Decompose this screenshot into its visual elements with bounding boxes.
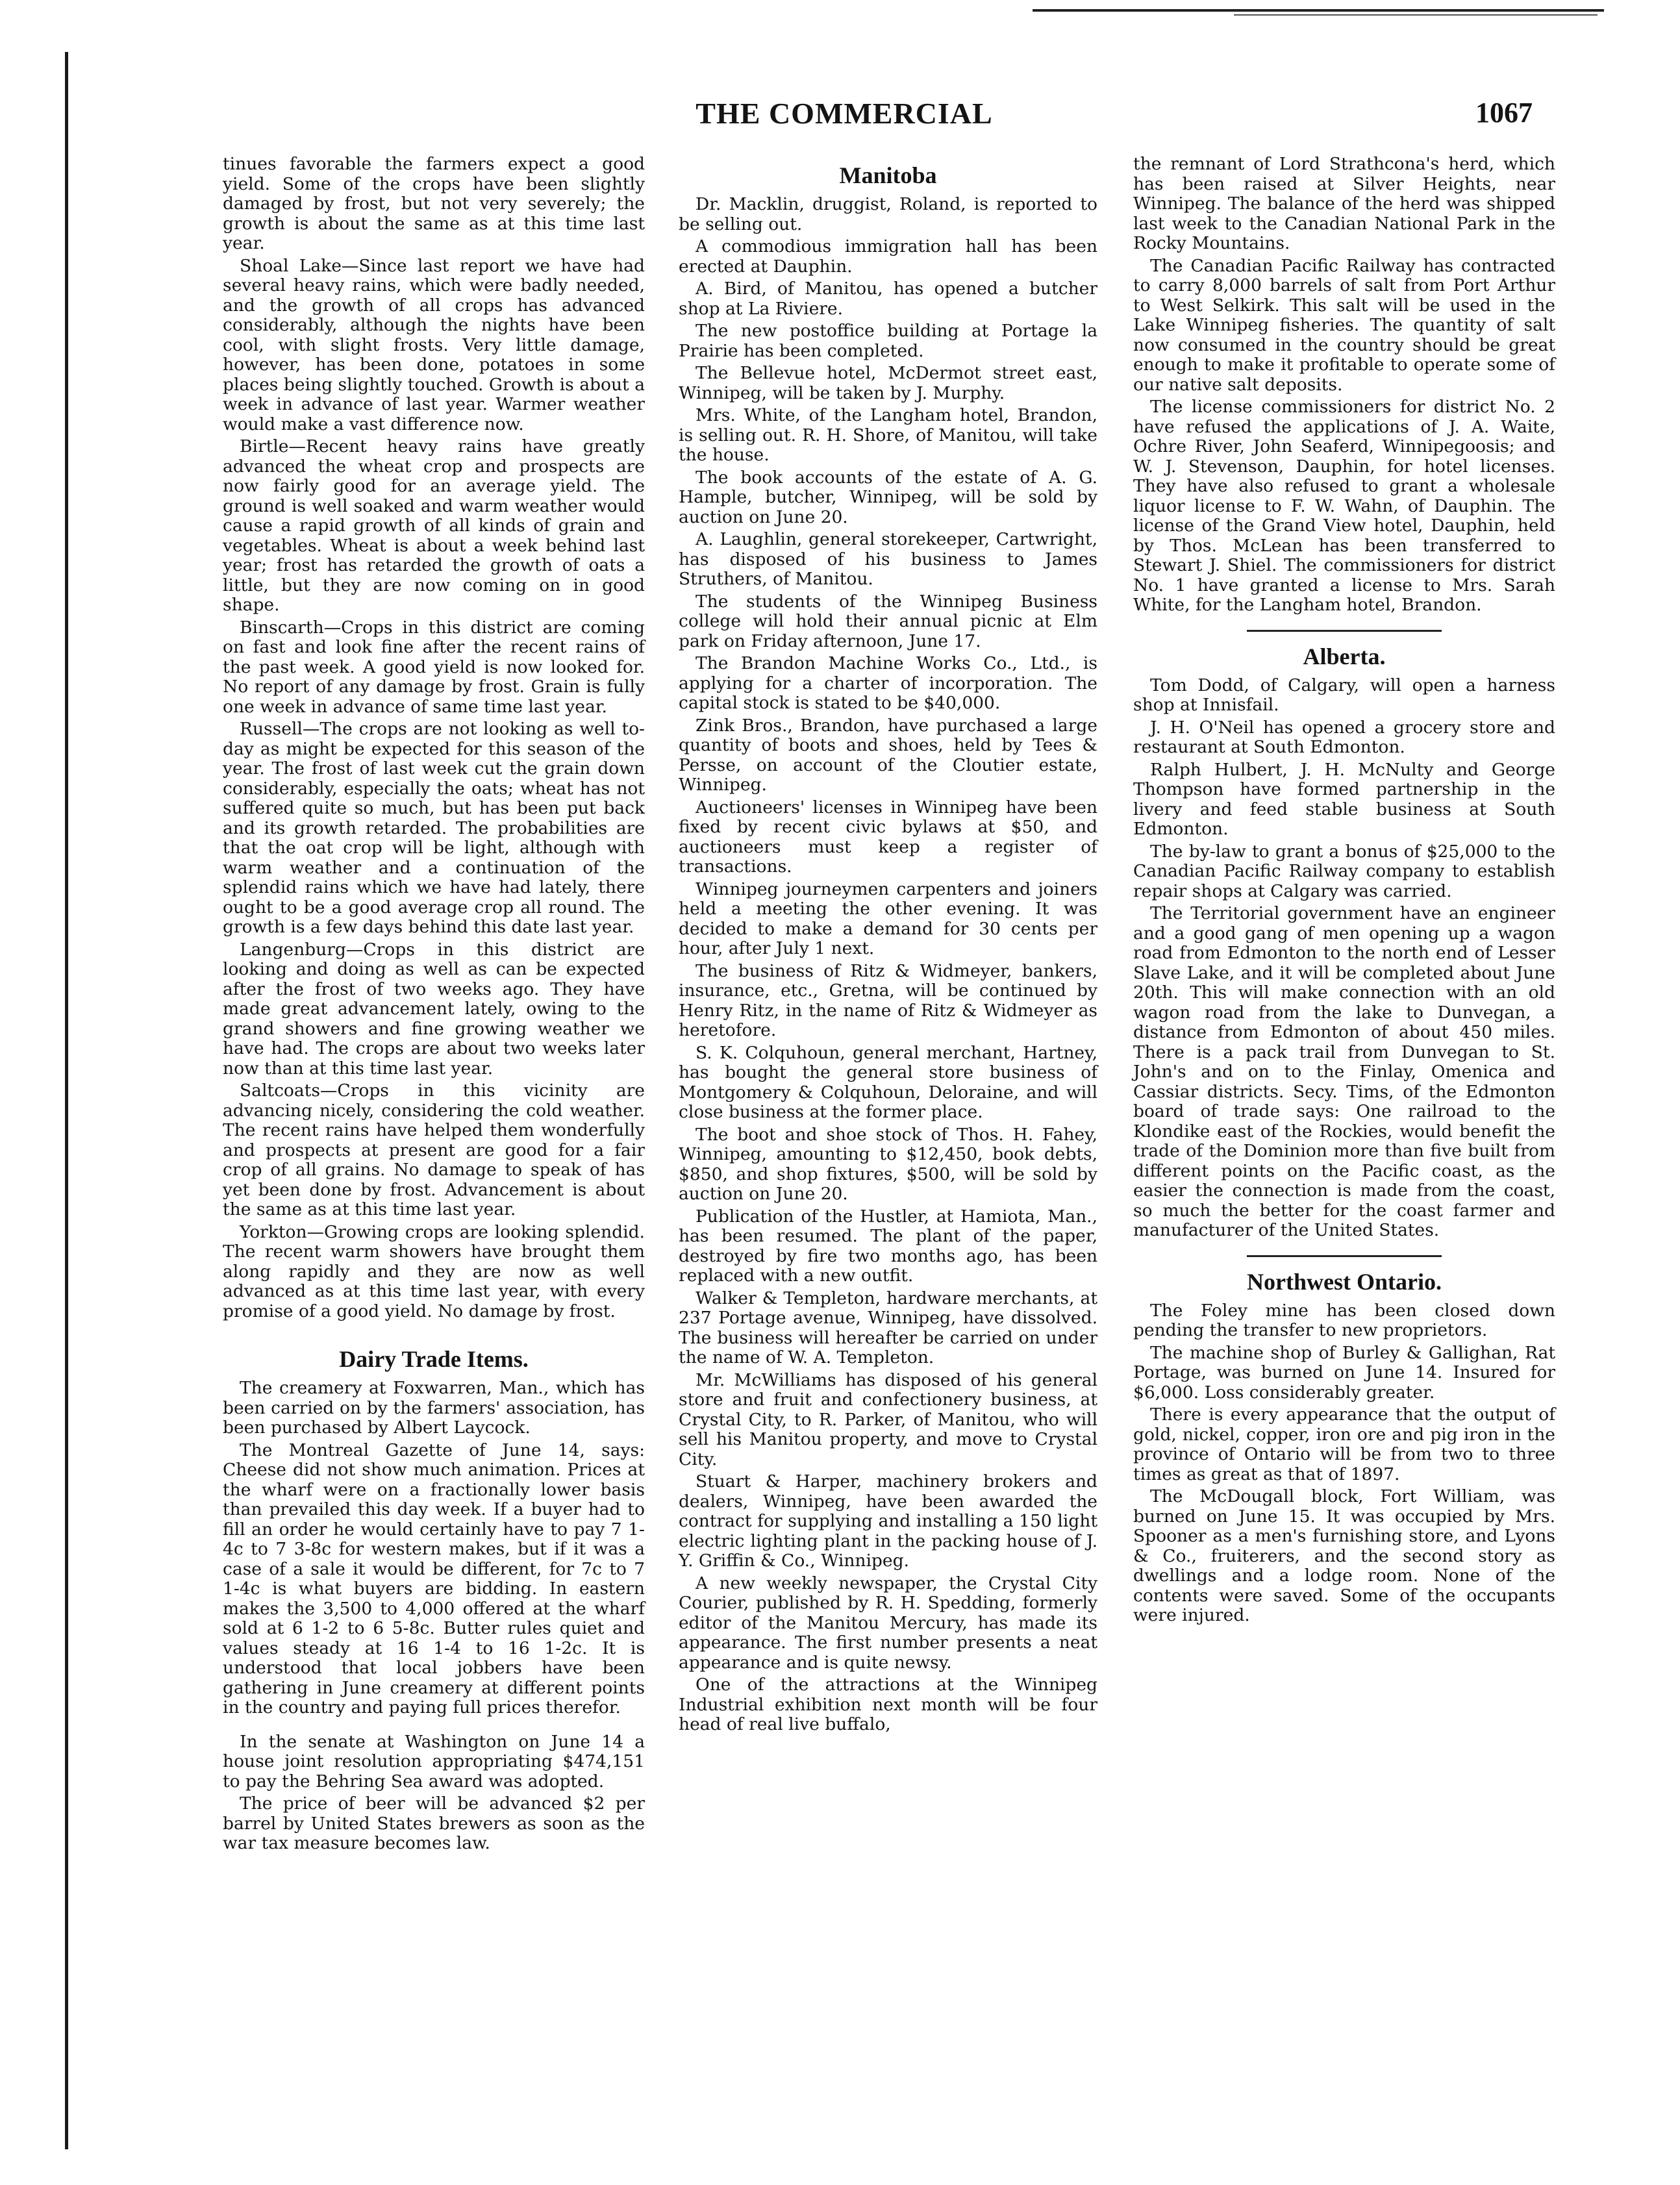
paragraph: The by-law to grant a bonus of $25,000 to the Canadian Pacific Railway company to establish repair shops at Calgary was carried. [1133, 841, 1555, 901]
paragraph: A new weekly newspaper, the Crystal City Courier, published by R. H. Spedding, formerly editor of the Manitou Mercury, has made its appearance. The first number presents a neat appearance and is quite newsy. [679, 1573, 1097, 1673]
section-heading-northwest-ontario: Northwest Ontario. [1247, 1268, 1442, 1295]
masthead-title: THE COMMERCIAL [696, 97, 993, 130]
paragraph: The new postoffice building at Portage la Prairie has been completed. [679, 321, 1097, 361]
paragraph: The Foley mine has been closed down pending the transfer to new proprietors. [1133, 1300, 1555, 1340]
column-2 [679, 161, 1097, 1738]
section-heading-manitoba: Manitoba [839, 162, 937, 188]
paragraph: Yorkton—Growing crops are looking splendid. The recent warm showers have brought them along rapidly and they are now as well advanced as at this time last year, with every promise of a good yield. No damage by frost. [223, 1221, 645, 1321]
paragraph: S. K. Colquhoun, general merchant, Hartney, has bought the general store business of Montgomery & Colquhoun, Deloraine, and will close business at the former place. [679, 1042, 1097, 1122]
paragraph: A. Bird, of Manitou, has opened a butcher shop at La Riviere. [679, 279, 1097, 319]
paragraph: The creamery at Foxwarren, Man., which has been carried on by the farmers' association, has been purchased by Albert Laycock. [223, 1378, 645, 1438]
paragraph: The price of beer will be advanced $2 per barrel by United States brewers as soon as the war tax measure becomes law. [223, 1793, 645, 1853]
section-heading-alberta: Alberta. [1303, 643, 1386, 669]
paragraph: Dr. Macklin, druggist, Roland, is reported to be selling out. [679, 194, 1097, 234]
paragraph: Saltcoats—Crops in this vicinity are advancing nicely, considering the cold weather. The recent rains have helped them wonderfully and prospects at present are good for a fair crop of all grains. No damage to speak of has yet been done by frost. Advancement is about the same as at this time last year. [223, 1080, 645, 1219]
paragraph: Birtle—Recent heavy rains have greatly advanced the wheat crop and prospects are now fairly good for an average yield. The ground is well soaked and warm weather would cause a rapid growth of all kinds of grain and vegetables. Wheat is about a week behind last year; frost has retarded the growth of oats a little, but they are now coming on in good shape. [223, 436, 645, 615]
paragraph: One of the attractions at the Winnipeg Industrial exhibition next month will be four head of real live buffalo, [679, 1675, 1097, 1734]
top-rule [1033, 9, 1604, 12]
paragraph: The business of Ritz & Widmeyer, bankers, insurance, etc., Gretna, will be continued by Henry Ritz, in the name of Ritz & Widmeyer as heretofore. [679, 960, 1097, 1040]
paragraph: The Bellevue hotel, McDermot street east, Winnipeg, will be taken by J. Murphy. [679, 363, 1097, 403]
paragraph: A commodious immigration hall has been erected at Dauphin. [679, 236, 1097, 277]
section-heading-dairy: Dairy Trade Items. [339, 1346, 529, 1372]
paragraph: Stuart & Harper, machinery brokers and dealers, Winnipeg, have been awarded the contract for supplying and installing a 150 light electric lighting plant in the packing house of J. Y. Griffin & Co., Winnipeg. [679, 1471, 1097, 1571]
paragraph: Binscarth—Crops in this district are coming on fast and look fine after the recent rains of the past week. A good yield is now looked for. No report of any damage by frost. Grain is fully one week in advance of same time last year. [223, 617, 645, 717]
paragraph: A. Laughlin, general storekeeper, Cartwright, has disposed of his business to James Struthers, of Manitou. [679, 529, 1097, 589]
paragraph: Winnipeg journeymen carpenters and joiners held a meeting the other evening. It was decided to make a demand for 30 cents per hour, after July 1 next. [679, 879, 1097, 958]
page-binding-rule [65, 52, 68, 2149]
paragraph: Walker & Templeton, hardware merchants, at 237 Portage avenue, Winnipeg, have dissolved. The business will hereafter be carried on under the name of W. A. Templeton. [679, 1288, 1097, 1367]
paragraph: Publication of the Hustler, at Hamiota, Man., has been resumed. The plant of the paper, destroyed by fire two months ago, has been replaced with a new outfit. [679, 1206, 1097, 1286]
paragraph: Russell—The crops are not looking as well to-day as might be expected for this season of the year. The frost of last week cut the grain down considerably, especially the oats; wheat has not suffered quite so much, but has been put back and its growth retarded. The probabilities are that the oat crop will be light, although with warm weather and a continuation of the splendid rains which we have had lately, there ought to be a good average crop all round. The growth is a few days behind this date last year. [223, 719, 645, 937]
page-number: 1067 [1475, 97, 1533, 129]
section-divider [1247, 630, 1442, 632]
paragraph: Tom Dodd, of Calgary, will open a harness shop at Innisfail. [1133, 675, 1555, 715]
paragraph: Ralph Hulbert, J. H. McNulty and George Thompson have formed partnership in the livery and feed stable business at South Edmonton. [1133, 759, 1555, 839]
section-divider [1247, 1255, 1442, 1257]
paragraph: The license commissioners for district No. 2 have refused the applications of J. A. Waite, Ochre River, John Seaferd, Winnipegoosis; and W. J. Stevenson, Dauphin, for hotel licenses. They have also refused to grant a wholesale liquor license to F. W. Wahn, of Dauphin. The license of the Grand View hotel, Dauphin, held by Thos. McLean has been transferred to Stewart J. Shiel. The commissioners for district No. 1 have granted a license to Mrs. Sarah White, for the Langham hotel, Brandon. [1133, 397, 1555, 615]
paragraph: The Territorial government have an engineer and a good gang of men opening up a wagon road from Edmonton to the north end of Lesser Slave Lake, and it will be completed about June 20th. This will make connection with an old wagon road from the lake to Dunvegan, a distance from Edmonton of about 450 miles. There is a pack trail from Dunvegan to St. John's and on to the Finlay, Omenica and Cassiar districts. Secy. Tims, of the Edmonton board of trade says: One railroad to the Klondike east of the Rockies, would benefit the trade of the Dominion more than five built from different points on the Pacific coast, as the easier the connection is made from the coast, so much the better for the coast farmer and manufacturer of the United States. [1133, 903, 1555, 1240]
paragraph: the remnant of Lord Strathcona's herd, which has been raised at Silver Heights, near Winnipeg. The balance of the herd was shipped last week to the Canadian National Park in the Rocky Mountains. [1133, 154, 1555, 253]
paragraph: The machine shop of Burley & Gallighan, Rat Portage, was burned on June 14. Insured for $6,000. Loss considerably greater. [1133, 1342, 1555, 1403]
paragraph: The Montreal Gazette of June 14, says: Cheese did not show much animation. Prices at the wharf were on a fractionally lower basis than prevailed this day week. If a buyer had to fill an order he would certainly have to pay 7 1-4c to 7 3-8c for western makes, but if it was a case of a sale it would be different, for 7c to 7 1-4c is what buyers are bidding. In eastern makes the 3,500 to 4,000 offered at the wharf sold at 6 1-2 to 6 5-8c. Butter rules quiet and values steady at 16 1-4 to 16 1-2c. It is understood that local jobbers have been gathering in June creamery at different points in the country and paying full prices therefor. [223, 1440, 645, 1717]
paragraph: J. H. O'Neil has opened a grocery store and restaurant at South Edmonton. [1133, 717, 1555, 757]
paragraph: There is every appearance that the output of gold, nickel, copper, iron ore and pig iron in the province of Ontario will be from two to three times as great as that of 1897. [1133, 1405, 1555, 1484]
paragraph: The boot and shoe stock of Thos. H. Fahey, Winnipeg, amounting to $12,450, book debts, $850, and shop fixtures, $500, will be sold by auction on June 20. [679, 1124, 1097, 1204]
paragraph: Shoal Lake—Since last report we have had several heavy rains, which were badly needed, and the growth of all crops has advanced considerably, although the nights have been cool, with slight frosts. Very little damage, however, has been done, potatoes in some places being slightly touched. Growth is about a week in advance of last year. Warmer weather would make a vast difference now. [223, 255, 645, 434]
paragraph: Auctioneers' licenses in Winnipeg have been fixed by recent civic bylaws at $50, and auctioneers must keep a register of transactions. [679, 797, 1097, 877]
paragraph: Mr. McWilliams has disposed of his general store and fruit and confectionery business, at Crystal City, to R. Parker, of Manitou, who will sell his Manitou property, and move to Crystal City. [679, 1369, 1097, 1469]
paragraph: The Brandon Machine Works Co., Ltd., is applying for a charter of incorporation. The capital stock is stated to be $40,000. [679, 653, 1097, 713]
paragraph: Mrs. White, of the Langham hotel, Brandon, is selling out. R. H. Shore, of Manitou, will take the house. [679, 405, 1097, 465]
top-rule-secondary [1234, 14, 1598, 16]
paragraph: In the senate at Washington on June 14 a house joint resolution appropriating $474,151 to pay the Behring Sea award was adopted. [223, 1731, 645, 1792]
paragraph: The Canadian Pacific Railway has contracted to carry 8,000 barrels of salt from Port Arthur to West Selkirk. This salt will be used in the Lake Winnipeg fisheries. The quantity of salt now consumed in the country should be great enough to make it profitable to operate some of our native salt deposits. [1133, 255, 1555, 395]
paragraph: Langenburg—Crops in this district are looking and doing as well as can be expected after the frost of two weeks ago. They have made great advancement lately, owing to the grand showers and fine growing weather we have had. The crops are about two weeks later now than at this time last year. [223, 939, 645, 1079]
paragraph: The McDougall block, Fort William, was burned on June 15. It was occupied by Mrs. Spooner as a men's furnishing store, and Lyons & Co., fruiterers, and the second story as dwellings and a lodge room. None of the contents were saved. Some of the occupants were injured. [1133, 1486, 1555, 1625]
paragraph: The book accounts of the estate of A. G. Hample, butcher, Winnipeg, will be sold by auction on June 20. [679, 467, 1097, 527]
paragraph: Zink Bros., Brandon, have purchased a large quantity of boots and shoes, held by Tees & Persse, on account of the Cloutier estate, Winnipeg. [679, 715, 1097, 795]
paragraph: tinues favorable the farmers expect a good yield. Some of the crops have been slightly damaged by frost, but not very severely; the growth is about the same as at this time last year. [223, 154, 645, 253]
column-3 [1133, 155, 1555, 1629]
paragraph: The students of the Winnipeg Business college will hold their annual picnic at Elm park on Friday afternoon, June 17. [679, 591, 1097, 651]
column-1 [223, 155, 645, 1856]
